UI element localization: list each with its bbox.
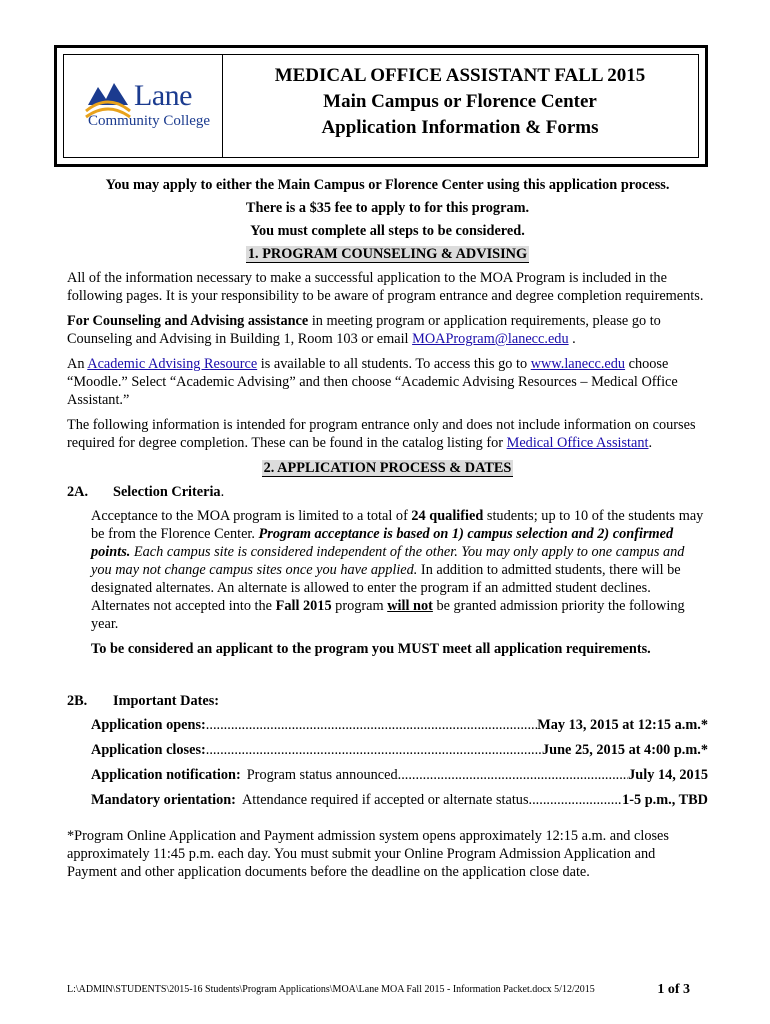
page-number: 1 of 3 bbox=[657, 982, 690, 997]
college-logo bbox=[64, 55, 223, 157]
subsection-2a-number: 2A. bbox=[67, 484, 89, 500]
title-line-2: Main Campus or Florence Center bbox=[323, 91, 597, 112]
must-meet-requirements: To be considered an applicant to the program you MUST meet all application requirements. bbox=[91, 641, 651, 657]
advising-end: choose “Moodle.” Select “Academic Advising” and then choose “Academic Advising Resources – Medical Office Assistant.” bbox=[67, 356, 678, 408]
section-1-heading bbox=[67, 245, 708, 263]
date-label: Application opens: bbox=[91, 717, 206, 733]
dot-leader bbox=[529, 791, 623, 809]
lanecc-website-link[interactable]: www.lanecc.edu bbox=[530, 356, 626, 372]
subsection-2a-period: . bbox=[220, 484, 225, 500]
date-row bbox=[91, 791, 708, 809]
subsection-2a-heading bbox=[67, 483, 708, 501]
advising-mid: is available to all students. To access this go to bbox=[257, 356, 531, 372]
catalog-end: . bbox=[648, 435, 653, 451]
subsection-2b-heading bbox=[67, 692, 708, 710]
date-value: June 25, 2015 at 4:00 p.m.* bbox=[541, 742, 708, 758]
criteria-term: Fall 2015 bbox=[275, 598, 332, 614]
criteria-text-3: students; up to 10 of the students may be from the Florence Center. bbox=[91, 508, 704, 542]
date-description: Attendance required if accepted or alternate status bbox=[241, 792, 529, 808]
section-1-para-4 bbox=[67, 416, 708, 452]
date-label: Application closes: bbox=[91, 742, 206, 758]
section-2-heading-text: 2. APPLICATION PROCESS & DATES bbox=[263, 460, 512, 476]
section-1-para-2 bbox=[67, 312, 708, 348]
logo-subtitle: Community College bbox=[88, 113, 211, 129]
intro-line-2: There is a $35 fee to apply to for this program. bbox=[245, 200, 530, 216]
date-value: July 14, 2015 bbox=[628, 767, 708, 783]
catalog-moa-link[interactable]: Medical Office Assistant bbox=[506, 435, 649, 451]
subsection-2a-title: Selection Criteria bbox=[113, 484, 221, 500]
date-value: May 13, 2015 at 12:15 a.m.* bbox=[537, 717, 708, 733]
logo-name: Lane bbox=[134, 79, 192, 112]
subsection-2b-number: 2B. bbox=[67, 693, 88, 709]
catalog-text: The following information is intended for program entrance only and does not include information on courses required for degree completion. These can be found in the catalog listing for bbox=[67, 417, 696, 451]
counseling-bold: For Counseling and Advising assistance bbox=[67, 313, 309, 329]
dot-leader bbox=[206, 741, 542, 759]
criteria-alternates: In addition to admitted students, there will be designated alternates. An alternate is allowed to enter the program if an admitted student declines. Alternates not accepted into the bbox=[91, 562, 681, 614]
online-application-note: *Program Online Application and Payment admission system opens approximately 12:15 a.m. and closes approximately 11:45 p.m. each day. You must submit your Online Program Admission Application and Payment and other application documents before the deadline on the application close date. bbox=[67, 828, 669, 880]
section-1-heading-text: 1. PROGRAM COUNSELING & ADVISING bbox=[247, 246, 528, 262]
counseling-end: . bbox=[568, 331, 576, 347]
date-description: Program status announced bbox=[246, 767, 398, 783]
email-link[interactable]: MOAProgram@lanecc.edu bbox=[412, 331, 569, 347]
date-row bbox=[91, 741, 708, 759]
document-title bbox=[222, 63, 698, 141]
criteria-qualified-count: 24 qualified bbox=[411, 508, 484, 524]
subsection-2b-title: Important Dates: bbox=[113, 693, 220, 709]
section-1-para-1: All of the information necessary to make a successful application to the MOA Program is included in the following pages. It is your responsibility to be aware of program entrance and degree completion requirements. bbox=[67, 270, 704, 304]
title-line-3: Application Information & Forms bbox=[321, 117, 599, 138]
title-line-1: MEDICAL OFFICE ASSISTANT FALL 2015 bbox=[274, 65, 646, 86]
counseling-text: in meeting program or application requirements, please go to Counseling and Advising in Building 1, Room 103 or email bbox=[67, 313, 661, 347]
criteria-will-not: will not bbox=[387, 598, 433, 614]
criteria-text-10: be granted admission priority the following year. bbox=[91, 598, 685, 632]
criteria-text-1: Acceptance to the MOA program is limited to a total of bbox=[91, 508, 412, 524]
section-1-para-3 bbox=[67, 355, 708, 409]
selection-criteria-paragraph bbox=[91, 507, 708, 633]
date-label: Application notification: bbox=[91, 767, 241, 783]
intro-line-3: You must complete all steps to be considered. bbox=[250, 223, 525, 239]
criteria-acceptance-basis: Program acceptance is based on 1) campus selection and 2) confirmed points. bbox=[91, 526, 674, 560]
date-value: 1-5 p.m., TBD bbox=[622, 792, 708, 808]
important-dates-list bbox=[67, 716, 708, 809]
date-label: Mandatory orientation: bbox=[91, 792, 236, 808]
advising-resource-link[interactable]: Academic Advising Resource bbox=[87, 356, 258, 372]
section-2-heading bbox=[67, 459, 708, 477]
date-row bbox=[91, 716, 708, 734]
dot-leader bbox=[206, 716, 537, 734]
header-frame bbox=[54, 45, 708, 167]
advising-pre: An bbox=[67, 356, 88, 372]
footer-file-path: L:\ADMIN\STUDENTS\2015-16 Students\Program Applications\MOA\Lane MOA Fall 2015 - Information Packet.docx 5/12/2015 bbox=[67, 984, 595, 995]
criteria-text-8: program bbox=[331, 598, 388, 614]
criteria-campus-note: Each campus site is considered independent of the other. You may only apply to one campus and you may not change campus sites once you have applied. bbox=[91, 544, 685, 578]
date-row bbox=[91, 766, 708, 784]
document-body bbox=[67, 176, 708, 888]
dot-leader bbox=[398, 766, 629, 784]
header-inner bbox=[63, 54, 699, 158]
intro-line-1: You may apply to either the Main Campus or Florence Center using this application process. bbox=[105, 177, 670, 193]
